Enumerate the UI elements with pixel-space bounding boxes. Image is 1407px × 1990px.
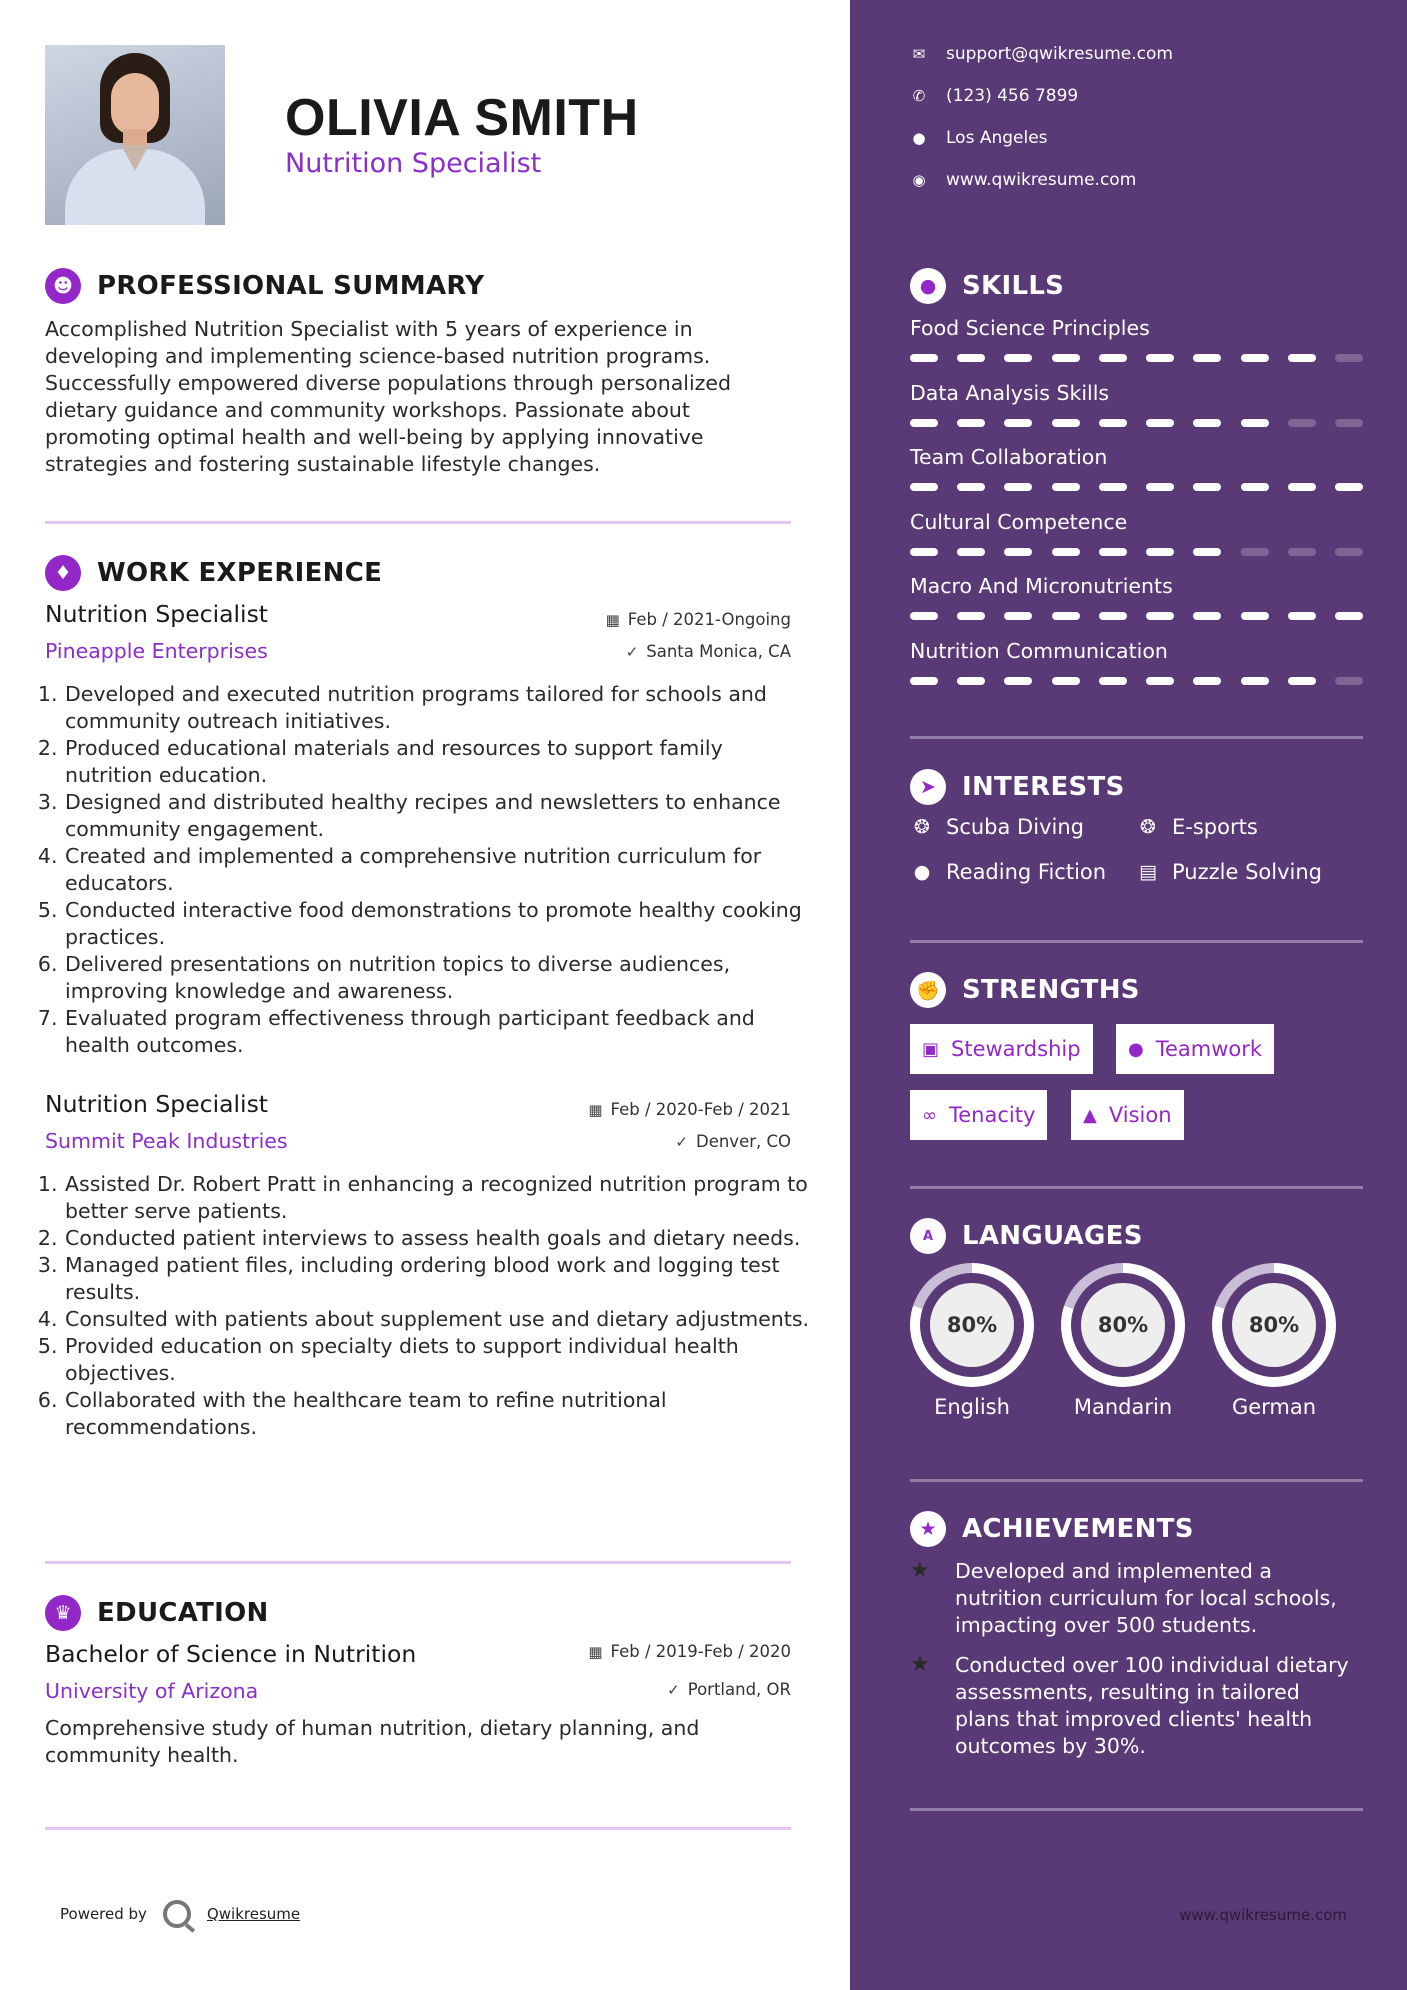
chair-icon: ♦: [45, 555, 81, 591]
contact-phone[interactable]: ✆ (123) 456 7899: [910, 86, 1078, 106]
pin-icon: ✓: [667, 1680, 680, 1699]
list-item: 2. Produced educational materials and resources to support family nutrition education.: [64, 735, 815, 789]
achievement-item: ★ Developed and implemented a nutrition curriculum for local schools, impacting over 500 students.: [910, 1558, 1337, 1637]
link-icon: ∞: [922, 1104, 937, 1126]
strengths-heading: [910, 972, 1140, 1008]
lightbulb-icon: ●: [910, 268, 946, 304]
skill-dash: [1052, 612, 1080, 620]
language-percent: 80%: [1232, 1283, 1316, 1367]
interests-heading: [910, 769, 1125, 805]
strength-chip: ● Teamwork: [1116, 1024, 1274, 1074]
skill-dash: [1335, 612, 1363, 620]
skill-dash: [1193, 612, 1221, 620]
skill-dash: [1099, 612, 1127, 620]
skill-dash: [1004, 548, 1032, 556]
divider: [45, 521, 791, 524]
envelope-icon: ✉: [912, 45, 926, 63]
language-percent: 80%: [1081, 1283, 1165, 1367]
globe-icon: ◉: [912, 171, 926, 189]
candidate-role: Nutrition Specialist: [285, 148, 542, 179]
shooting-star-icon: ★: [910, 1558, 930, 1583]
skill-dash: [910, 612, 938, 620]
achievement-item: ★ Conducted over 100 individual dietary assessments, resulting in tailored plans that improved clients' health outcomes by 30%.: [910, 1652, 1349, 1758]
skill-dash: [1004, 419, 1032, 427]
gamepad-icon: ●: [913, 861, 931, 883]
user-icon: ☻: [45, 268, 81, 304]
qwikresume-logo-icon: [163, 1900, 191, 1928]
skill-dash: [1335, 483, 1363, 491]
language-name: Mandarin: [1073, 1395, 1173, 1419]
footer-site[interactable]: www.qwikresume.com: [1179, 1906, 1347, 1924]
job-company: Pineapple Enterprises: [45, 639, 268, 663]
skill-dash: [1146, 677, 1174, 685]
skill-dash: [1099, 677, 1127, 685]
language-item: [1061, 1263, 1185, 1419]
skill-dash: [957, 483, 985, 491]
skill-dash: [1193, 483, 1221, 491]
list-item: 6. Delivered presentations on nutrition topics to diverse audiences, improving knowledge and awareness.: [64, 951, 815, 1005]
divider: [910, 1808, 1363, 1811]
strength-chip: ▲ Vision: [1071, 1090, 1184, 1140]
skill-dash: [1004, 677, 1032, 685]
skill-dash: [1099, 354, 1127, 362]
skills-title: SKILLS: [962, 271, 1065, 301]
list-item: 4. Consulted with patients about supplement use and dietary adjustments.: [64, 1306, 815, 1333]
life-ring-icon: ❂: [1140, 816, 1156, 838]
skill-name: Team Collaboration: [910, 445, 1108, 469]
achievements-title: ACHIEVEMENTS: [962, 1514, 1194, 1544]
skill-dash: [910, 354, 938, 362]
skill-dash: [1052, 548, 1080, 556]
skill-dash: [1241, 483, 1269, 491]
skill-dash: [957, 677, 985, 685]
briefcase-icon: ▣: [922, 1038, 940, 1060]
skill-dash: [1099, 419, 1127, 427]
skill-dash: [1004, 483, 1032, 491]
list-item: 5. Provided education on specialty diets to support individual health objectives.: [64, 1333, 815, 1387]
book-icon: ▤: [1139, 861, 1157, 883]
skill-level-bar: [910, 677, 1363, 685]
language-item: [910, 1263, 1034, 1419]
skill-dash: [1241, 419, 1269, 427]
list-item: 3. Designed and distributed healthy recipes and newsletters to enhance community engagement.: [64, 789, 815, 843]
calendar-icon: ▦: [605, 610, 620, 629]
skill-level-bar: [910, 354, 1363, 362]
job-date: ▦ Feb / 2021-Ongoing: [605, 610, 791, 629]
skill-level-bar: [910, 419, 1363, 427]
paper-plane-icon: ➤: [910, 769, 946, 805]
skill-name: Food Science Principles: [910, 316, 1150, 340]
strengths-title: STRENGTHS: [962, 975, 1140, 1005]
interest-item: ● Reading Fiction: [910, 860, 1106, 884]
skills-heading: [910, 268, 1064, 304]
education-heading: [45, 1595, 269, 1631]
skill-dash: [1146, 612, 1174, 620]
interest-item: ❂ Scuba Diving: [910, 815, 1084, 839]
binoculars-icon: ▲: [1083, 1104, 1097, 1126]
interests-title: INTERESTS: [962, 772, 1125, 802]
language-item: [1212, 1263, 1336, 1419]
job-company: Summit Peak Industries: [45, 1129, 288, 1153]
summary-heading: [45, 268, 484, 304]
skill-dash: [1146, 419, 1174, 427]
summary-title: PROFESSIONAL SUMMARY: [97, 271, 485, 301]
contact-location: ● Los Angeles: [910, 128, 1048, 148]
skill-dash: [1052, 677, 1080, 685]
skill-name: Macro And Micronutrients: [910, 574, 1173, 598]
divider: [45, 1561, 791, 1564]
list-item: 1. Assisted Dr. Robert Pratt in enhancing a recognized nutrition program to better serve patients.: [64, 1171, 815, 1225]
skill-dash: [1288, 677, 1316, 685]
users-icon: ●: [1128, 1038, 1144, 1060]
skill-level-bar: [910, 612, 1363, 620]
pin-icon: ✓: [625, 642, 639, 661]
divider: [45, 1827, 791, 1830]
skill-dash: [957, 419, 985, 427]
skill-level-bar: [910, 548, 1363, 556]
skill-dash: [1288, 483, 1316, 491]
skill-dash: [1193, 677, 1221, 685]
experience-heading: [45, 555, 382, 591]
shooting-star-icon: ★: [910, 1652, 930, 1677]
skill-dash: [910, 677, 938, 685]
divider: [910, 940, 1363, 943]
skill-dash: [1193, 548, 1221, 556]
map-marker-icon: ●: [912, 129, 926, 147]
skill-dash: [1335, 419, 1363, 427]
strength-chip: ▣ Stewardship: [910, 1024, 1093, 1074]
divider: [910, 1186, 1363, 1189]
skill-name: Cultural Competence: [910, 509, 1128, 534]
list-item: 7. Evaluated program effectiveness through participant feedback and health outcomes.: [64, 1005, 815, 1059]
powered-by: [60, 1900, 300, 1928]
language-progress-ring: [910, 1263, 1034, 1387]
list-item: 3. Managed patient files, including ordering blood work and logging test results.: [64, 1252, 815, 1306]
school-name: University of Arizona: [45, 1679, 259, 1703]
job-title: Nutrition Specialist: [45, 1090, 269, 1118]
education-location: ✓ Portland, OR: [667, 1680, 791, 1699]
star-icon: ★: [910, 1511, 946, 1547]
skill-dash: [1335, 354, 1363, 362]
job-duties: [45, 1171, 815, 1441]
skill-name: Nutrition Communication: [910, 638, 1168, 663]
language-progress-ring: [1061, 1263, 1185, 1387]
powered-by-label: Powered by: [60, 1905, 147, 1923]
skill-dash: [1288, 419, 1316, 427]
skill-dash: [1241, 548, 1269, 556]
language-progress-ring: [1212, 1263, 1336, 1387]
list-item: 5. Conducted interactive food demonstrations to promote healthy cooking practices.: [64, 897, 815, 951]
skill-dash: [1004, 612, 1032, 620]
profile-photo: [45, 45, 225, 225]
list-item: 4. Created and implemented a comprehensive nutrition curriculum for educators.: [64, 843, 815, 897]
contact-website[interactable]: ◉ www.qwikresume.com: [910, 170, 1136, 190]
skill-dash: [1241, 612, 1269, 620]
education-description: Comprehensive study of human nutrition, dietary planning, and community health.: [45, 1716, 700, 1767]
list-item: 6. Collaborated with the healthcare team to refine nutritional recommendations.: [64, 1387, 815, 1441]
calendar-icon: ▦: [588, 1642, 603, 1661]
life-ring-icon: ❂: [914, 816, 930, 838]
calendar-icon: ▦: [588, 1100, 603, 1119]
skill-dash: [910, 483, 938, 491]
interest-item: ▤ Puzzle Solving: [1136, 860, 1322, 884]
skill-dash: [910, 419, 938, 427]
skill-name: Data Analysis Skills: [910, 380, 1110, 405]
graduate-icon: ♛: [45, 1595, 81, 1631]
education-date: ▦ Feb / 2019-Feb / 2020: [588, 1642, 791, 1661]
skill-dash: [1004, 354, 1032, 362]
strength-chip: ∞ Tenacity: [910, 1090, 1047, 1140]
summary-text: Accomplished Nutrition Specialist with 5 years of experience in developing and implementing science-based nutrition programs. Successfully empowered diverse populations through personalized dietary guidance and community workshops. Passionate about promoting optimal health and well-being by applying innovative strategies and fostering sustainable lifestyle changes.: [45, 317, 732, 476]
skill-dash: [1241, 677, 1269, 685]
job-location: ✓ Denver, CO: [675, 1132, 791, 1151]
skill-dash: [1146, 548, 1174, 556]
skill-dash: [957, 548, 985, 556]
skill-dash: [1288, 612, 1316, 620]
skill-dash: [1146, 354, 1174, 362]
languages-title: LANGUAGES: [962, 1221, 1143, 1251]
skill-dash: [1052, 354, 1080, 362]
skill-dash: [1052, 483, 1080, 491]
skill-dash: [957, 612, 985, 620]
skill-dash: [1099, 483, 1127, 491]
experience-title: WORK EXPERIENCE: [97, 558, 383, 588]
language-name: German: [1231, 1395, 1317, 1419]
job-duties: [45, 681, 815, 1059]
phone-icon: ✆: [912, 87, 926, 105]
language-percent: 80%: [930, 1283, 1014, 1367]
candidate-name: OLIVIA SMITH: [285, 89, 639, 147]
brand-link[interactable]: Qwikresume: [206, 1905, 301, 1923]
skill-dash: [1335, 548, 1363, 556]
skill-dash: [1146, 483, 1174, 491]
skill-dash: [1099, 548, 1127, 556]
skill-dash: [1241, 354, 1269, 362]
skill-dash: [1052, 419, 1080, 427]
list-item: 1. Developed and executed nutrition programs tailored for schools and community outreach initiatives.: [64, 681, 815, 735]
fist-icon: ✊: [910, 972, 946, 1008]
divider: [910, 736, 1363, 739]
divider: [910, 1479, 1363, 1482]
job-location: ✓ Santa Monica, CA: [625, 642, 791, 661]
language-icon: A: [910, 1218, 946, 1254]
education-title: EDUCATION: [97, 1598, 269, 1628]
pin-icon: ✓: [675, 1132, 688, 1151]
skill-dash: [1288, 354, 1316, 362]
skill-dash: [910, 548, 938, 556]
skill-dash: [1193, 354, 1221, 362]
skill-dash: [957, 354, 985, 362]
achievements-heading: [910, 1511, 1194, 1547]
list-item: 2. Conducted patient interviews to assess health goals and dietary needs.: [64, 1225, 815, 1252]
languages-heading: [910, 1218, 1143, 1254]
skill-dash: [1193, 419, 1221, 427]
contact-email[interactable]: ✉ support@qwikresume.com: [910, 44, 1173, 64]
skill-level-bar: [910, 483, 1363, 491]
job-title: Nutrition Specialist: [45, 600, 269, 628]
skill-dash: [1288, 548, 1316, 556]
degree-title: Bachelor of Science in Nutrition: [45, 1640, 417, 1668]
interest-item: ❂ E-sports: [1136, 815, 1258, 839]
job-date: ▦ Feb / 2020-Feb / 2021: [588, 1100, 791, 1119]
skill-dash: [1335, 677, 1363, 685]
language-name: English: [934, 1395, 1010, 1419]
